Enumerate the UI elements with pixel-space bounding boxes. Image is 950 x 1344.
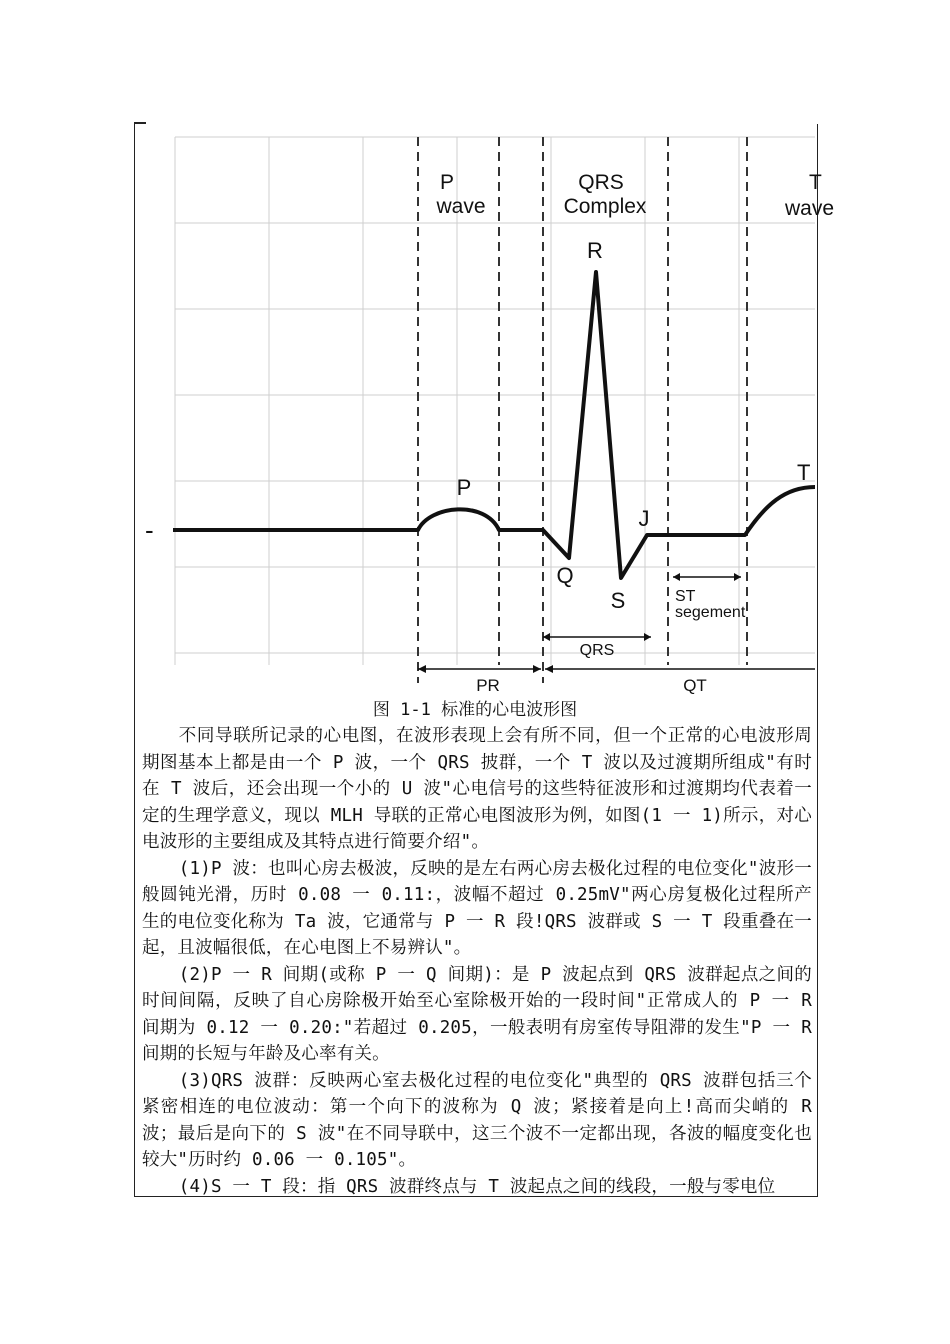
figure-caption: 图 1-1 标准的心电波形图 xyxy=(372,700,578,720)
paragraph-pr-interval: (2)P 一 R 间期(或称 P 一 Q 间期)：是 P 波起点到 QRS 波群起点之间的时间间隔，反映了自心房除极开始至心室除极开始的一段时间"正常成人的 P 一 R 间期为 0.12 一 0.20:"若超过 0.205，一般表明有房室传导阻滞的发生"P 一 R 间期的长短与年龄及心率有关。 xyxy=(142,964,812,1064)
st-label-bottom: segement xyxy=(675,604,746,621)
st-label-top: ST xyxy=(675,588,696,605)
body-text xyxy=(142,723,812,1200)
ecg-waveform-figure xyxy=(135,125,835,697)
paragraph-p-wave: (1)P 波：也叫心房去极波，反映的是左右两心房去极化过程的电位变化"波形一般圆钝光滑，历时 0.08 一 0.11:，波幅不超过 0.25mV"两心房复极化过程所产生的电位变化称为 Ta 波，它通常与 P 一 R 段!QRS 波群或 S 一 T 段重叠在一起，且波幅很低，在心电图上不易辨认"。 xyxy=(142,858,812,958)
pr-interval-label: PR xyxy=(476,676,500,695)
qrs-interval-marker xyxy=(543,633,651,641)
pr-interval-marker xyxy=(418,665,541,673)
baseline-dash-label: - xyxy=(145,515,154,545)
ecg-grid xyxy=(175,137,815,665)
st-segment-marker xyxy=(673,573,741,581)
p-peak-label: P xyxy=(456,475,472,500)
ecg-diagram xyxy=(135,125,835,697)
p-wave-header-top: P xyxy=(439,171,455,194)
t-wave-header-bottom: wave xyxy=(785,197,835,220)
t-peak-label: T xyxy=(797,460,811,485)
t-wave-header-top: T xyxy=(809,171,822,194)
p-wave-header-bottom: wave xyxy=(436,195,486,218)
qrs-header-bottom: Complex xyxy=(563,195,647,218)
r-peak-label: R xyxy=(587,238,603,263)
qrs-interval-label: QRS xyxy=(579,642,615,659)
s-point-label: S xyxy=(610,588,626,613)
qt-interval-marker xyxy=(545,665,815,673)
paragraph-st-segment: (4)S 一 T 段：指 QRS 波群终点与 T 波起点之间的线段，一般与零电位 xyxy=(178,1176,776,1197)
paragraph-qrs-complex: (3)QRS 波群：反映两心室去极化过程的电位变化"典型的 QRS 波群包括三个紧密相连的电位波动：第一个向下的波称为 Q 波；紧接着是向上!高而尖峭的 R 波；最后是向下的 S 波"在不同导联中，这三个波不一定都出现，各波的幅度变化也较大"历时约 0.06 一 0.105"。 xyxy=(142,1070,812,1170)
paragraph-intro: 不同导联所记录的心电图，在波形表现上会有所不同，但一个正常的心电波形周期图基本上都是由一个 P 波，一个 QRS 披群，一个 T 波以及过渡期所组成"有时在 T 波后，还会出现一个小的 U 波"心电信号的这些特征波形和过渡期均代表着一定的生理学意义，现以 MLH 导联的正常心电图波形为例，如图(1 一 1)所示，对心电波形的主要组成及其特点进行简要介绍"。 xyxy=(142,726,812,852)
j-point-label: J xyxy=(638,506,650,531)
qrs-header-top: QRS xyxy=(578,171,624,194)
q-point-label: Q xyxy=(556,563,574,588)
qt-interval-label: QT xyxy=(683,676,707,695)
